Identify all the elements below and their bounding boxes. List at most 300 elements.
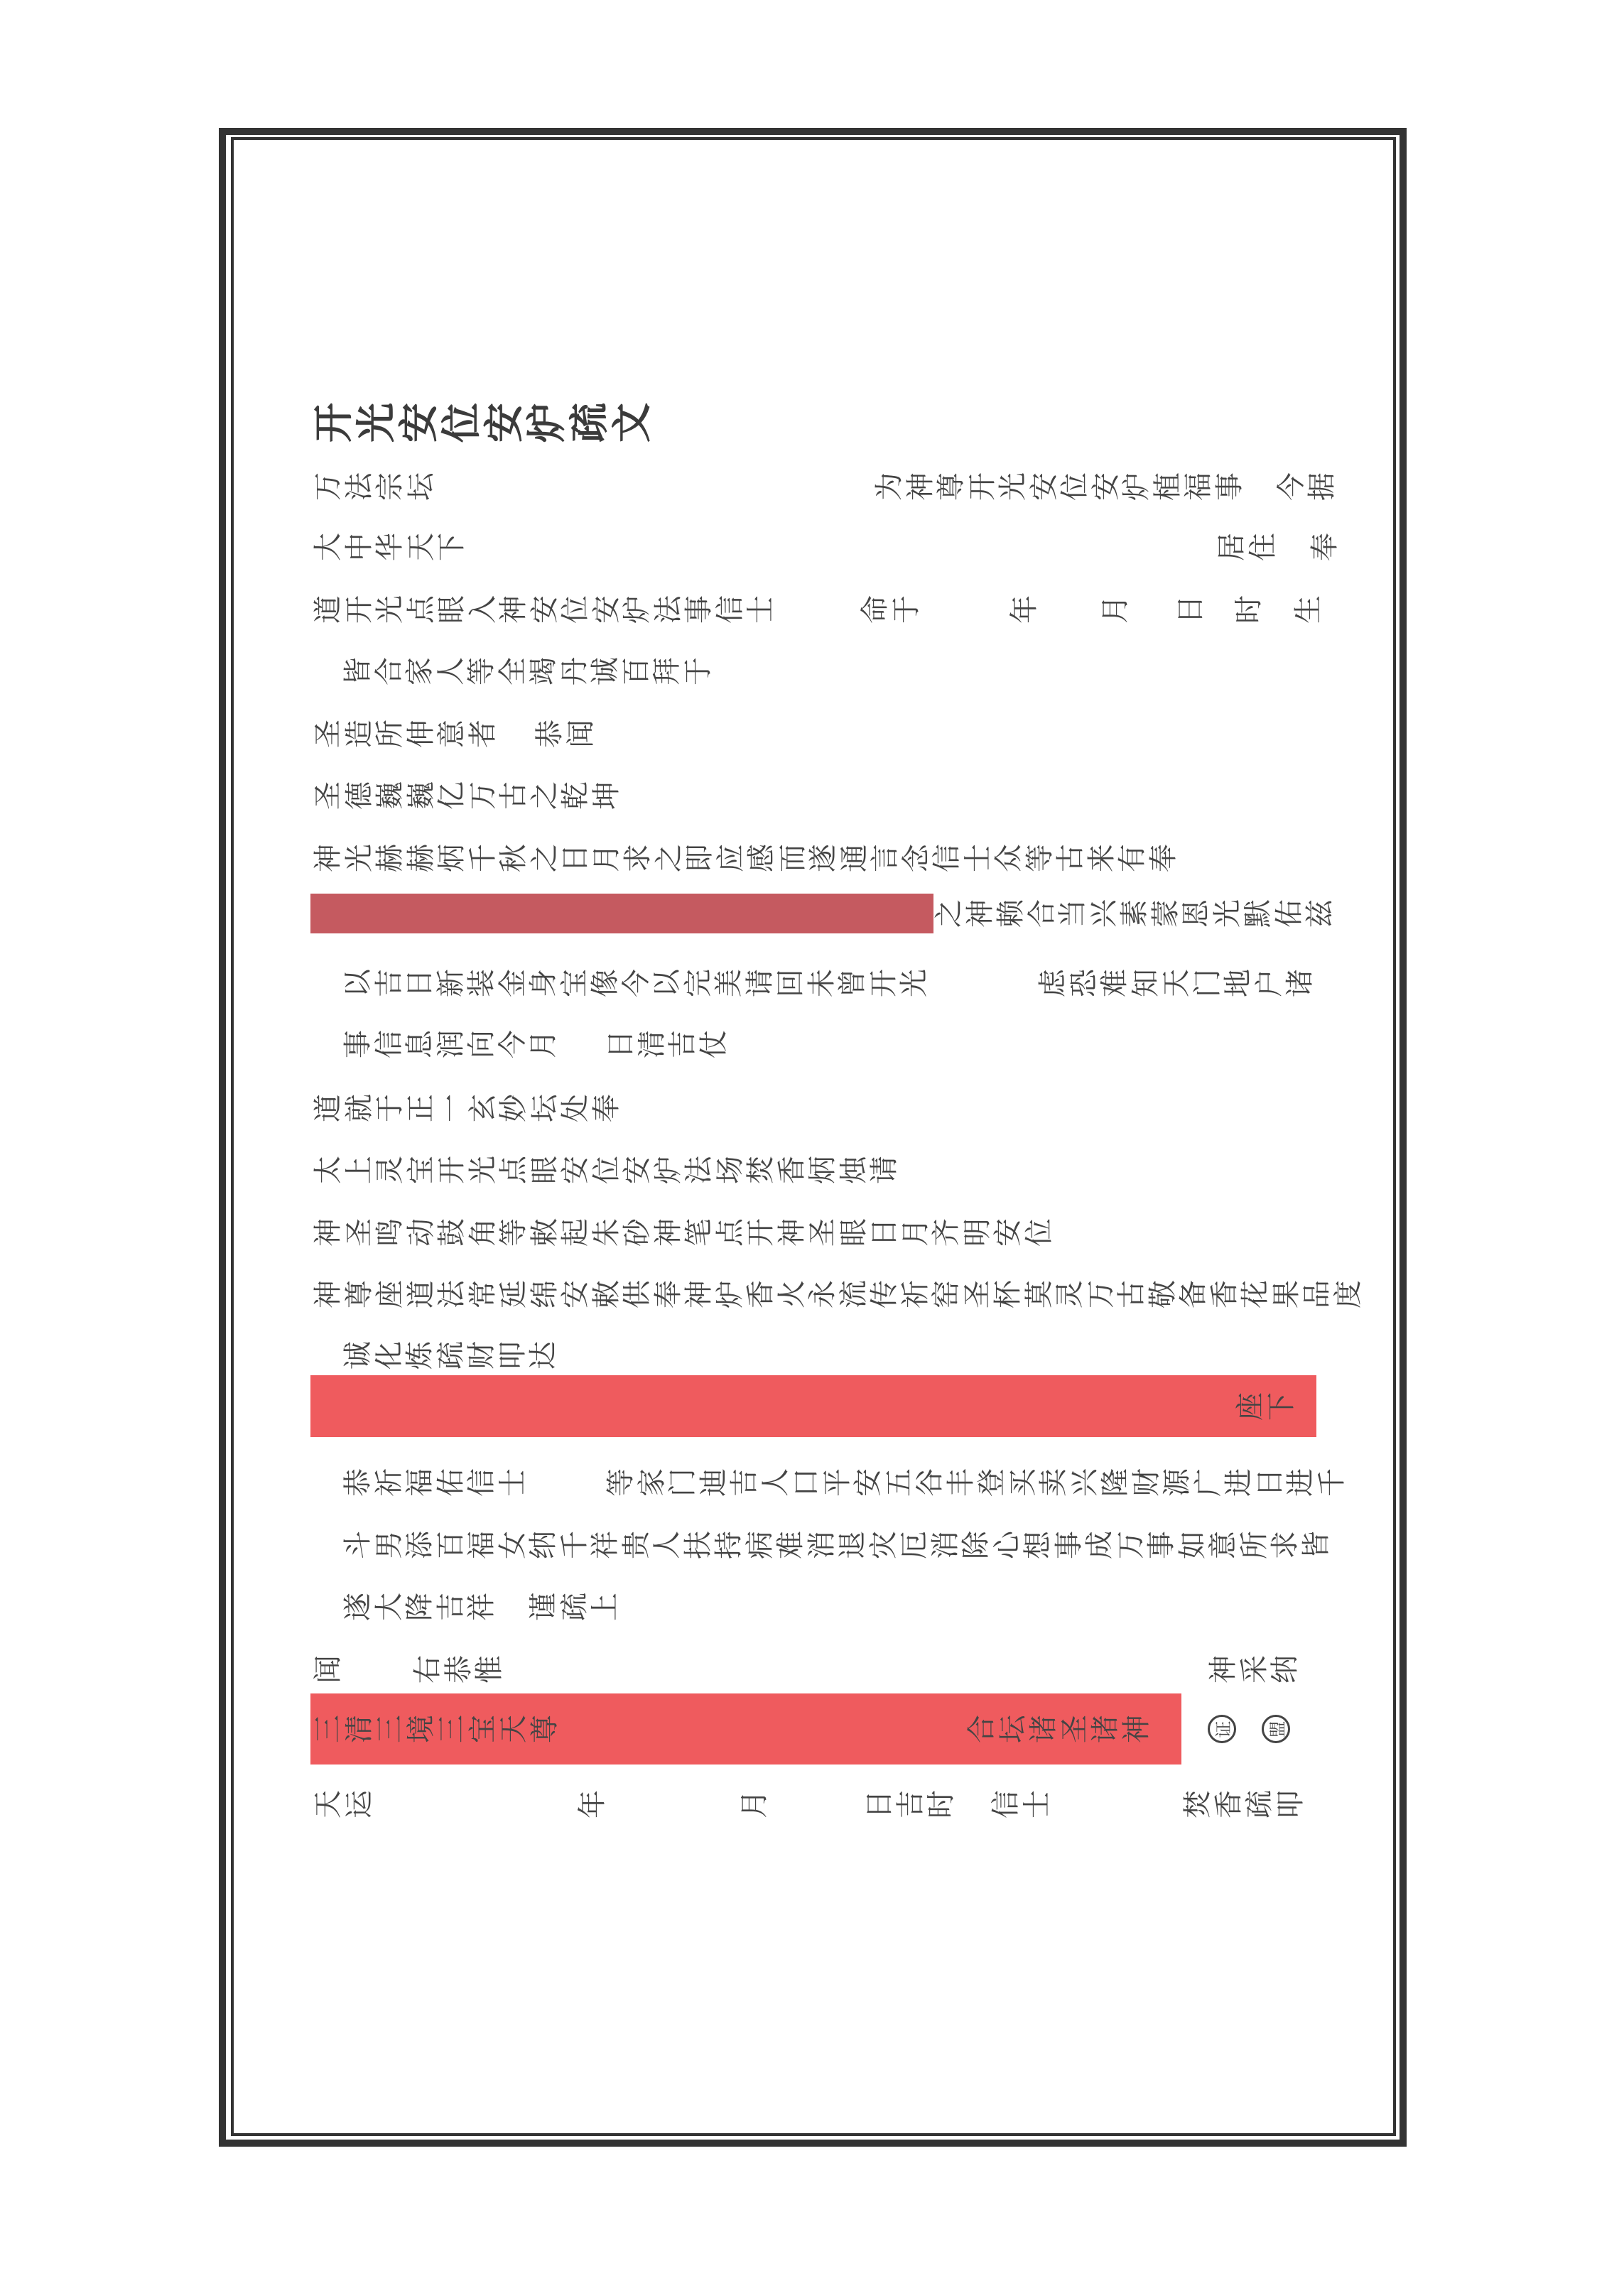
glyph: 据 xyxy=(1305,472,1338,501)
glyph: 户 xyxy=(1252,969,1286,997)
glyph: 遂 xyxy=(341,1593,374,1621)
glyph: 天 xyxy=(1159,969,1193,997)
glyph: 消 xyxy=(805,1531,838,1559)
glyph: 奉 xyxy=(1308,533,1341,561)
glyph: 未 xyxy=(805,969,838,997)
glyph: 火 xyxy=(775,1280,808,1308)
glyph: 下 xyxy=(435,533,468,561)
glyph: 清 xyxy=(342,1715,376,1743)
glyph: 千 xyxy=(466,844,499,872)
text-segment xyxy=(966,1711,1152,1747)
glyph: 秋 xyxy=(497,844,530,872)
glyph: 家 xyxy=(635,1468,668,1497)
text-segment xyxy=(860,592,921,627)
glyph: 惟 xyxy=(472,1655,506,1684)
glyph: 延 xyxy=(497,1280,530,1308)
glyph: 美 xyxy=(712,969,745,997)
glyph: 兹 xyxy=(1303,899,1336,928)
glyph: 运 xyxy=(342,1790,376,1818)
glyph: 诚 xyxy=(588,657,622,685)
glyph: 古 xyxy=(497,781,530,810)
glyph: 下 xyxy=(1265,1392,1298,1421)
glyph: 兴 xyxy=(1068,1468,1101,1497)
glyph: 身 xyxy=(526,969,560,997)
glyph: 上 xyxy=(342,1156,376,1184)
glyph: 合 xyxy=(372,657,406,685)
glyph: 宝 xyxy=(558,969,591,997)
glyph: 神 xyxy=(963,899,997,928)
glyph: 吉 xyxy=(666,1030,699,1058)
glyph: 圣 xyxy=(311,781,345,810)
glyph: 安 xyxy=(1027,472,1061,501)
glyph: 品 xyxy=(1300,1280,1333,1308)
glyph: 场 xyxy=(713,1156,747,1184)
glyph: 巍 xyxy=(373,781,406,810)
glyph: 恭 xyxy=(442,1655,475,1684)
space xyxy=(494,1591,530,1622)
document-title xyxy=(310,398,656,448)
glyph: 回 xyxy=(774,969,807,997)
text-segment xyxy=(313,840,622,876)
glyph: 赖 xyxy=(994,899,1027,928)
glyph: 诸 xyxy=(1283,969,1316,997)
glyph: 三 xyxy=(435,1715,468,1743)
glyph: 奉 xyxy=(590,1094,623,1122)
glyph: 皆 xyxy=(1299,1531,1333,1559)
glyph: 角 xyxy=(466,1218,499,1247)
glyph: 卖 xyxy=(1036,1468,1070,1497)
glyph: 人 xyxy=(434,657,467,685)
glyph: 等 xyxy=(1023,844,1056,872)
glyph: 女 xyxy=(496,1531,529,1559)
glyph: 疏 xyxy=(566,403,613,443)
glyph: 生 xyxy=(1292,595,1325,624)
glyph: 斗 xyxy=(341,1531,374,1559)
glyph: 开 xyxy=(965,472,999,501)
glyph: 天 xyxy=(497,1715,530,1743)
glyph: 福 xyxy=(403,1468,436,1497)
glyph: 士 xyxy=(1020,1790,1054,1818)
glyph: 灾 xyxy=(867,1531,900,1559)
glyph: 人 xyxy=(650,1531,683,1559)
glyph: 默 xyxy=(1241,899,1274,928)
glyph: 扶 xyxy=(681,1531,715,1559)
glyph: 敬 xyxy=(1146,1280,1179,1308)
glyph: 眼 xyxy=(435,595,468,624)
glyph: 叩 xyxy=(496,1341,529,1370)
glyph: 言 xyxy=(868,844,902,872)
glyph: 纳 xyxy=(526,1531,560,1559)
glyph: 朱 xyxy=(590,1218,623,1247)
glyph: 常 xyxy=(466,1280,499,1308)
glyph: 金 xyxy=(496,969,529,997)
glyph: 士 xyxy=(961,844,995,872)
glyph: 信 xyxy=(372,1030,406,1058)
text-segment xyxy=(342,1338,559,1373)
glyph: 巍 xyxy=(404,781,438,810)
glyph: 杯 xyxy=(991,1280,1024,1308)
glyph: 日 xyxy=(558,844,592,872)
glyph: 蒙 xyxy=(1149,899,1182,928)
glyph: 居 xyxy=(1215,533,1248,561)
glyph: 达 xyxy=(526,1341,560,1370)
glyph: 宗 xyxy=(373,472,406,501)
glyph: 法 xyxy=(435,1280,468,1308)
glyph: 意 xyxy=(435,720,468,748)
glyph: 等 xyxy=(604,1468,637,1497)
glyph: 清 xyxy=(635,1030,668,1058)
highlight-band xyxy=(310,894,933,933)
glyph: 万 xyxy=(466,781,499,810)
glyph: 闻 xyxy=(564,720,597,748)
seal-stamp xyxy=(1262,1715,1290,1743)
text-segment xyxy=(622,840,1179,876)
glyph: 光 xyxy=(996,472,1029,501)
glyph: 拜 xyxy=(650,657,683,685)
glyph: 吉 xyxy=(372,969,406,997)
glyph: 知 xyxy=(1129,969,1162,997)
glyph: 润 xyxy=(434,1030,467,1058)
glyph: 合 xyxy=(1025,899,1059,928)
glyph: 日 xyxy=(604,1030,637,1058)
glyph: 百 xyxy=(434,1531,467,1559)
text-segment xyxy=(874,469,1338,504)
glyph: 花 xyxy=(1238,1280,1272,1308)
glyph: 赫 xyxy=(373,844,406,872)
glyph: 法 xyxy=(682,1156,715,1184)
glyph: 位 xyxy=(1022,1218,1056,1247)
space xyxy=(1276,531,1311,563)
glyph: 光 xyxy=(897,969,931,997)
glyph: 光 xyxy=(353,403,400,443)
glyph: 位 xyxy=(590,1156,623,1184)
glyph: 窑 xyxy=(929,1280,963,1308)
glyph: 祥 xyxy=(465,1593,498,1621)
glyph: 笔 xyxy=(682,1218,715,1247)
glyph: 今 xyxy=(619,969,653,997)
glyph: 等 xyxy=(497,1218,530,1247)
glyph: 起 xyxy=(558,1218,592,1247)
glyph: 圣 xyxy=(960,1280,994,1308)
text-segment xyxy=(313,1787,374,1822)
glyph: 神 xyxy=(682,1280,715,1308)
glyph: 者 xyxy=(466,720,499,748)
glyph: 命 xyxy=(858,595,892,624)
text-segment xyxy=(313,778,622,813)
glyph: 有 xyxy=(1115,844,1149,872)
glyph: 太 xyxy=(311,1156,345,1184)
glyph: 造 xyxy=(342,720,376,748)
glyph: 炳 xyxy=(435,844,468,872)
glyph: 信 xyxy=(989,1790,1022,1818)
glyph: 香 xyxy=(744,1280,777,1308)
seal-glyph: 盟 xyxy=(1267,1720,1288,1738)
glyph: 迪 xyxy=(697,1468,730,1497)
glyph: 圣 xyxy=(1058,1715,1091,1743)
text-segment xyxy=(313,1276,1363,1312)
glyph: 月 xyxy=(1098,595,1132,624)
glyph: 鸣 xyxy=(373,1218,406,1247)
text-segment xyxy=(342,1527,1331,1563)
glyph: 除 xyxy=(959,1531,992,1559)
text-segment xyxy=(342,965,930,1001)
glyph: 灵 xyxy=(1053,1280,1086,1308)
glyph: 登 xyxy=(975,1468,1008,1497)
text-segment xyxy=(313,716,498,752)
glyph: 门 xyxy=(1191,969,1224,997)
glyph: 赫 xyxy=(404,844,438,872)
glyph: 士 xyxy=(744,595,777,624)
glyph: 炉 xyxy=(620,595,654,624)
text-segment xyxy=(1216,529,1340,565)
glyph: 古 xyxy=(1115,1280,1148,1308)
glyph: 安 xyxy=(1089,472,1122,501)
glyph: 遂 xyxy=(806,844,840,872)
glyph: 福 xyxy=(1181,472,1215,501)
glyph: 吉 xyxy=(727,1468,761,1497)
glyph: 度 xyxy=(1331,1280,1365,1308)
glyph: 光 xyxy=(373,595,406,624)
glyph: 合 xyxy=(965,1715,998,1743)
highlight-band xyxy=(310,1375,1316,1437)
glyph: 炉 xyxy=(651,1156,685,1184)
glyph: 以 xyxy=(650,969,683,997)
glyph: 持 xyxy=(712,1531,745,1559)
glyph: 备 xyxy=(1176,1280,1210,1308)
glyph: 月 xyxy=(526,1030,560,1058)
glyph: 一 xyxy=(435,1094,468,1122)
glyph: 点 xyxy=(713,1218,747,1247)
seal-glyph: 证 xyxy=(1213,1720,1234,1738)
glyph: 贵 xyxy=(619,1531,653,1559)
glyph: 添 xyxy=(403,1531,436,1559)
text-segment xyxy=(1233,592,1265,627)
glyph: 眼 xyxy=(528,1156,561,1184)
glyph: 安 xyxy=(481,403,528,443)
glyph: 焚 xyxy=(1181,1790,1214,1818)
glyph: 恩 xyxy=(1179,899,1213,928)
glyph: 动 xyxy=(404,1218,438,1247)
text-segment xyxy=(1235,1389,1297,1424)
glyph: 神 xyxy=(311,1280,345,1308)
glyph: 月 xyxy=(737,1790,771,1818)
glyph: 心 xyxy=(990,1531,1024,1559)
text-segment xyxy=(1208,1652,1301,1687)
glyph: 诸 xyxy=(1027,1715,1060,1743)
glyph: 明 xyxy=(960,1218,994,1247)
glyph: 息 xyxy=(403,1030,436,1058)
glyph: 安 xyxy=(991,1218,1024,1247)
glyph: 于 xyxy=(373,1094,406,1122)
glyph: 年 xyxy=(1007,595,1041,624)
glyph: 皆 xyxy=(341,657,374,685)
glyph: 消 xyxy=(929,1531,962,1559)
glyph: 化 xyxy=(372,1341,406,1370)
glyph: 香 xyxy=(1208,1280,1241,1308)
glyph: 所 xyxy=(1238,1531,1271,1559)
glyph: 佑 xyxy=(1272,899,1306,928)
glyph: 之 xyxy=(652,844,686,872)
glyph: 百 xyxy=(619,657,653,685)
glyph: 年 xyxy=(575,1790,609,1818)
glyph: 源 xyxy=(1160,1468,1193,1497)
glyph: 丰 xyxy=(944,1468,978,1497)
glyph: 开 xyxy=(310,403,357,443)
glyph: 坛 xyxy=(404,472,438,501)
glyph: 祥 xyxy=(588,1531,622,1559)
text-segment xyxy=(313,592,776,627)
glyph: 曾 xyxy=(835,969,869,997)
glyph: 坤 xyxy=(590,781,623,810)
glyph: 境 xyxy=(404,1715,438,1743)
glyph: 神 xyxy=(311,1218,345,1247)
glyph: 时 xyxy=(924,1790,958,1818)
glyph: 道 xyxy=(311,595,345,624)
glyph: 采 xyxy=(1238,1655,1271,1684)
glyph: 事 xyxy=(1144,1531,1178,1559)
glyph: 意 xyxy=(1206,1531,1240,1559)
glyph: 信 xyxy=(930,844,963,872)
glyph: 即 xyxy=(683,844,716,872)
text-segment xyxy=(864,1787,957,1822)
glyph: 闻 xyxy=(311,1655,345,1684)
glyph: 请 xyxy=(743,969,776,997)
glyph: 宝 xyxy=(466,1715,499,1743)
glyph: 来 xyxy=(1085,844,1118,872)
glyph: 安 xyxy=(590,595,623,624)
glyph: 神 xyxy=(497,595,530,624)
glyph: 炳 xyxy=(806,1156,839,1184)
glyph: 日 xyxy=(862,1790,896,1818)
glyph: 法 xyxy=(342,472,376,501)
glyph: 感 xyxy=(745,844,778,872)
glyph: 男 xyxy=(372,1531,406,1559)
text-segment xyxy=(933,896,1336,931)
glyph: 疏 xyxy=(434,1341,467,1370)
glyph: 神 xyxy=(1206,1655,1240,1684)
glyph: 通 xyxy=(838,844,871,872)
text-segment xyxy=(313,469,436,504)
glyph: 如 xyxy=(1176,1531,1209,1559)
glyph: 三 xyxy=(311,1715,345,1743)
glyph: 恭 xyxy=(341,1468,374,1497)
glyph: 上 xyxy=(588,1593,622,1621)
glyph: 地 xyxy=(1221,969,1255,997)
glyph: 万 xyxy=(1084,1280,1117,1308)
title-text xyxy=(310,398,656,448)
glyph: 焚 xyxy=(744,1156,777,1184)
glyph: 事 xyxy=(682,595,715,624)
glyph: 今 xyxy=(1274,472,1308,501)
glyph: 莫 xyxy=(1022,1280,1056,1308)
glyph: 点 xyxy=(497,1156,530,1184)
glyph: 之 xyxy=(932,899,965,928)
text-segment xyxy=(313,1090,622,1126)
glyph: 月 xyxy=(899,1218,932,1247)
glyph: 大 xyxy=(372,1593,406,1621)
glyph: 众 xyxy=(992,844,1025,872)
glyph: 恭 xyxy=(533,720,566,748)
glyph: 开 xyxy=(867,969,900,997)
glyph: 位 xyxy=(438,403,485,443)
space xyxy=(1243,471,1278,502)
glyph: 尊 xyxy=(342,1280,376,1308)
glyph: 坛 xyxy=(996,1715,1029,1743)
glyph: 神 xyxy=(1120,1715,1153,1743)
glyph: 进 xyxy=(1222,1468,1255,1497)
glyph: 完 xyxy=(681,969,715,997)
text-segment xyxy=(313,1215,1054,1250)
glyph: 圣 xyxy=(311,720,345,748)
glyph: 道 xyxy=(404,1280,438,1308)
glyph: 家 xyxy=(403,657,436,685)
glyph: 点 xyxy=(404,595,438,624)
text-segment xyxy=(577,1787,608,1822)
text-segment xyxy=(1175,592,1206,627)
glyph: 叩 xyxy=(1274,1790,1307,1818)
glyph: 事 xyxy=(1052,1531,1086,1559)
glyph: 新 xyxy=(434,969,467,997)
glyph: 烛 xyxy=(837,1156,870,1184)
glyph: 果 xyxy=(1270,1280,1303,1308)
glyph: 三 xyxy=(373,1715,406,1743)
glyph: 吉 xyxy=(894,1790,927,1818)
glyph: 宝 xyxy=(404,1156,438,1184)
glyph: 神 xyxy=(311,844,345,872)
text-segment xyxy=(342,1465,528,1500)
glyph: 而 xyxy=(776,844,809,872)
glyph: 诸 xyxy=(1088,1715,1122,1743)
glyph: 齐 xyxy=(929,1218,963,1247)
glyph: 鼓 xyxy=(435,1218,468,1247)
glyph: 绵 xyxy=(528,1280,561,1308)
glyph: 华 xyxy=(373,533,406,561)
glyph: 处 xyxy=(558,1094,592,1122)
glyph: 病 xyxy=(743,1531,776,1559)
glyph: 兴 xyxy=(1087,899,1120,928)
glyph: 尊 xyxy=(934,472,968,501)
glyph: 成 xyxy=(1083,1531,1116,1559)
glyph: 素 xyxy=(1117,899,1151,928)
glyph: 奉 xyxy=(651,1280,685,1308)
glyph: 信 xyxy=(465,1468,498,1497)
text-segment xyxy=(1100,592,1131,627)
glyph: 安 xyxy=(396,403,443,443)
glyph: 事 xyxy=(341,1030,374,1058)
glyph: 位 xyxy=(1058,472,1091,501)
text-segment xyxy=(313,529,467,565)
glyph: 开 xyxy=(342,595,376,624)
glyph: 吉 xyxy=(434,1593,467,1621)
glyph: 谨 xyxy=(526,1593,560,1621)
glyph: 文 xyxy=(609,403,656,443)
glyph: 买 xyxy=(1006,1468,1039,1497)
glyph: 植 xyxy=(1151,472,1184,501)
glyph: 日 xyxy=(1174,595,1207,624)
glyph: 竭 xyxy=(526,657,560,685)
glyph: 于 xyxy=(681,657,715,685)
text-segment xyxy=(342,654,713,689)
glyph: 永 xyxy=(806,1280,839,1308)
glyph: 坛 xyxy=(528,1094,561,1122)
glyph: 灵 xyxy=(373,1156,406,1184)
glyph: 德 xyxy=(342,781,376,810)
glyph: 入 xyxy=(466,595,499,624)
glyph: 想 xyxy=(1021,1531,1054,1559)
glyph: 日 xyxy=(867,1218,901,1247)
glyph: 法 xyxy=(651,595,685,624)
glyph: 圣 xyxy=(342,1218,376,1247)
